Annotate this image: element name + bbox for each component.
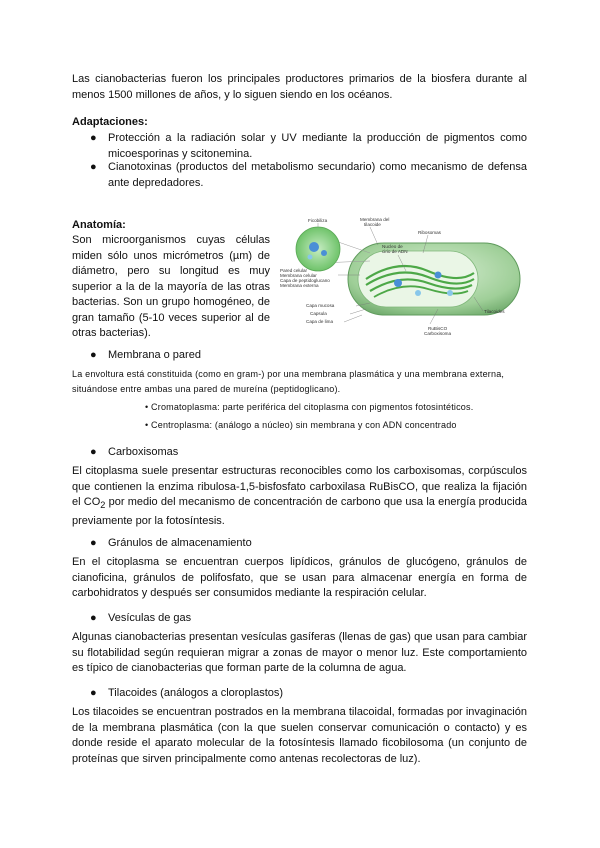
anatomy-heading: Anatomía: <box>72 219 126 231</box>
adaptation-item-1 <box>90 131 527 162</box>
adaptations-heading: Adaptaciones: <box>72 116 148 128</box>
bullet-icon: ● <box>90 537 97 549</box>
label-membrana-tilacoide-2: tilacoide <box>364 222 381 227</box>
label-tilacoides: Tilacoides <box>484 309 505 314</box>
label-capa-mucosa: Capa mucosa <box>306 303 335 308</box>
label-rubisco: RuBisCO <box>428 326 448 331</box>
label-capa-peptidoglucano: Capa de peptidoglucano <box>280 278 330 283</box>
centroplasma-item: • Centroplasma: (análogo a núcleo) sin membrana y con ADN concentrado <box>145 420 457 430</box>
gas-paragraph: Algunas cianobacterias presentan vesículas gasíferas (llenas de gas) que usan para cambiar su flotabilidad según requieran migrar a zonas de mayor o menor luz. Este comportamiento es típico de cianobacterias que forman parte de la columna de agua. <box>72 631 527 674</box>
bullet-icon: ● <box>90 446 97 458</box>
label-carboxisoma: Carboxisoma <box>424 331 452 336</box>
bullet-icon: ● <box>90 687 97 699</box>
cyanobacterium-diagram <box>278 213 528 341</box>
label-capsula: Capsula <box>310 311 327 316</box>
bullet-icon: ● <box>90 161 97 173</box>
membrane-bullet <box>90 348 527 364</box>
label-membrana-tilacoide-1: Membrana del <box>360 217 390 222</box>
cromatoplasma-item: • Cromatoplasma: parte periférica del citoplasma con pigmentos fotosintéticos. <box>145 402 474 412</box>
membrane-bullet-text: Membrana o pared <box>108 349 201 361</box>
thylakoids-bullet <box>90 686 527 702</box>
adaptation-item-2-text: Cianotoxinas (productos del metabolismo secundario) como mecanismo de defensa ante depredadores. <box>108 161 527 189</box>
bullet-icon: ● <box>90 349 97 361</box>
label-ribosomas: Ribosomas <box>418 230 441 235</box>
carboxisomes-text-after: por medio del mecanismo de concentración de carbono que usa la energía producida previamente por la fotosíntesis. <box>72 496 527 527</box>
thylakoids-bullet-text: Tilacoides (análogos a cloroplastos) <box>108 687 284 699</box>
label-nucleoide-1: Nucleo de <box>382 244 403 249</box>
adaptation-item-1-text: Protección a la radiación solar y UV mediante la producción de pigmentos como micoesporinas y scitonemina. <box>108 132 527 160</box>
intro-paragraph: Las cianobacterias fueron los principales productores primarios de la biosfera durante al menos 1500 millones de años, y lo siguen siendo en los océanos. <box>72 73 527 101</box>
storage-bullet-text: Gránulos de almacenamiento <box>108 537 252 549</box>
storage-bullet <box>90 536 527 552</box>
gas-bullet-text: Vesículas de gas <box>108 612 192 624</box>
adaptation-item-2 <box>90 160 527 191</box>
carboxisomes-text-before: El citoplasma suele presentar estructuras reconocibles como los carboxisomas, corpúsculos que contienen la enzima ribulosa-1,5-bisfosfato carboxilasa RuBisCO, que realiza la fijación el CO <box>72 465 527 508</box>
label-nucleoide-2: cirio de ADN <box>382 249 408 254</box>
co2-subscript: 2 <box>100 500 106 511</box>
storage-paragraph: En el citoplasma se encuentran cuerpos lipídicos, gránulos de glucógeno, gránulos de cianoficina, gránulos de polifosfato, que se usan para almacenar energía en forma de carbohidratos y después ser consumidos mediante la respiración celular. <box>72 556 527 599</box>
anatomy-paragraph: Son microorganismos cuyas células miden sólo unos micrómetros (µm) de diámetro, pero su longitud es muy superior a la de la mayoría de las otras bacterias. Son un grupo homogéneo, de gran tamaño (5-10 veces superior al de otras bacterias). <box>72 234 270 339</box>
thylakoids-paragraph: Los tilacoides se encuentran postrados en la membrana tilacoidal, formadas por invaginación de la membrana plasmática (con la que suelen conservar comunicación o contacto) y es donde reside el aparato molecular de la fotosíntesis llamado ficobilosoma (un conjunto de proteínas que sirven principalmente como antenas recolectoras de luz). <box>72 706 527 765</box>
gas-bullet <box>90 611 527 627</box>
carboxisomes-bullet <box>90 445 527 461</box>
cell-body-shape <box>348 243 520 315</box>
label-pared-celular: Pared celular <box>280 268 308 273</box>
label-membrana-celular: Membrana celular <box>280 273 317 278</box>
carboxisomes-paragraph <box>72 464 527 529</box>
label-ficobiliza: Ficobiliza <box>308 218 328 223</box>
bullet-icon: ● <box>90 612 97 624</box>
bullet-icon: ● <box>90 132 97 144</box>
label-membrana-externa: Membrana externa <box>280 283 319 288</box>
carboxisomes-bullet-text: Carboxisomas <box>108 446 179 458</box>
label-capa-limo: Capa de lima <box>306 319 334 324</box>
membrane-paragraph: La envoltura está constituida (como en gram-) por una membrana plasmática y una membrana externa, situándose entre ambas una pared de mureína (peptidoglicano). <box>72 369 505 394</box>
